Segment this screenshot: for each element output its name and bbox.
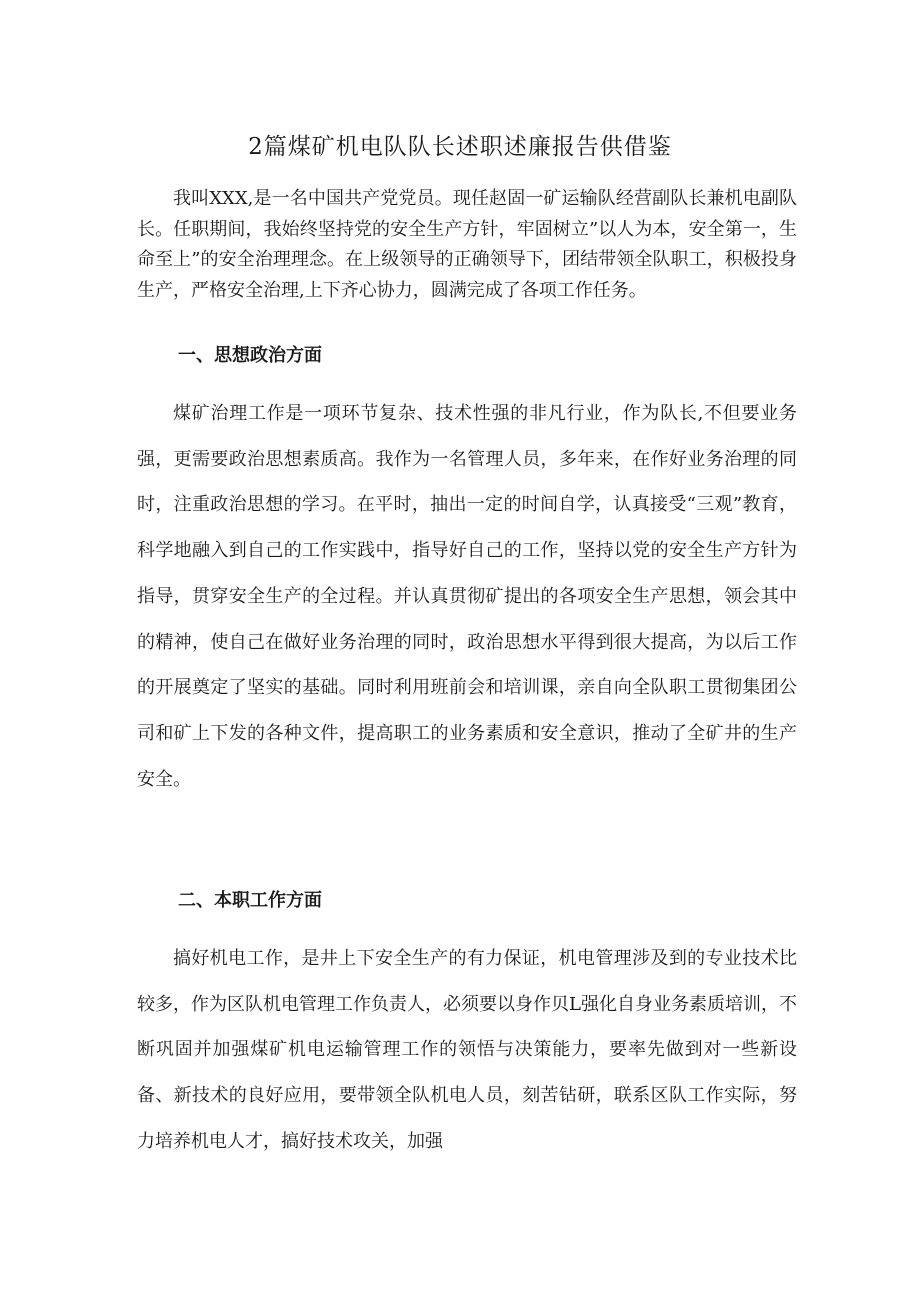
section-heading-political: 一、思想政治方面 [178, 345, 322, 366]
section-paragraph-political: 煤矿治理工作是一项环节复杂、技术性强的非凡行业，作为队长,不但要业务强，更需要政治思想素质高。我作为一名管理人员，多年来，在作好业务治理的同时，注重政治思想的学习。在平时，抽出一定的时间自学，认真接受“三观”教育，科学地融入到自己的工作实践中，指导好自己的工作，坚持以党的安全生产方针为指导，贯穿安全生产的全过程。并认真贯彻矿提出的各项安全生产思想，领会其中的精神，使自己在做好业务治理的同时，政治思想水平得到很大提高，为以后工作的开展奠定了坚实的基础。同时利用班前会和培训课，亲自向全队职工贯彻集团公司和矿上下发的各种文件，提高职工的业务素质和安全意识，推动了全矿井的生产安全。 [137, 403, 797, 790]
section-heading-duties: 二、本职工作方面 [178, 890, 322, 911]
intro-paragraph: 我叫XXX,是一名中国共产党党员。现任赵固一矿运输队经营副队长兼机电副队长。任职期间，我始终坚持党的安全生产方针，牢固树立”以人为本，安全第一，生命至上”的安全治理理念。在上级领导的正确领导下，团结带领全队职工，积极投身生产，严格安全治理,上下齐心协力，圆满完成了各项工作任务。 [137, 188, 797, 301]
section-paragraph-duties: 搞好机电工作，是井上下安全生产的有力保证，机电管理涉及到的专业技术比较多，作为区队机电管理工作负责人，必须要以身作贝L强化自身业务素质培训，不断巩固并加强煤矿机电运输管理工作的领悟与决策能力，要率先做到对一些新设备、新技术的良好应用，要带领全队机电人员，刻苦钻研，联系区队工作实际，努力培养机电人才，搞好技术攻关，加强 [137, 948, 797, 1152]
document-title: 2篇煤矿机电队队长述职述廉报告供借鉴 [248, 134, 672, 160]
